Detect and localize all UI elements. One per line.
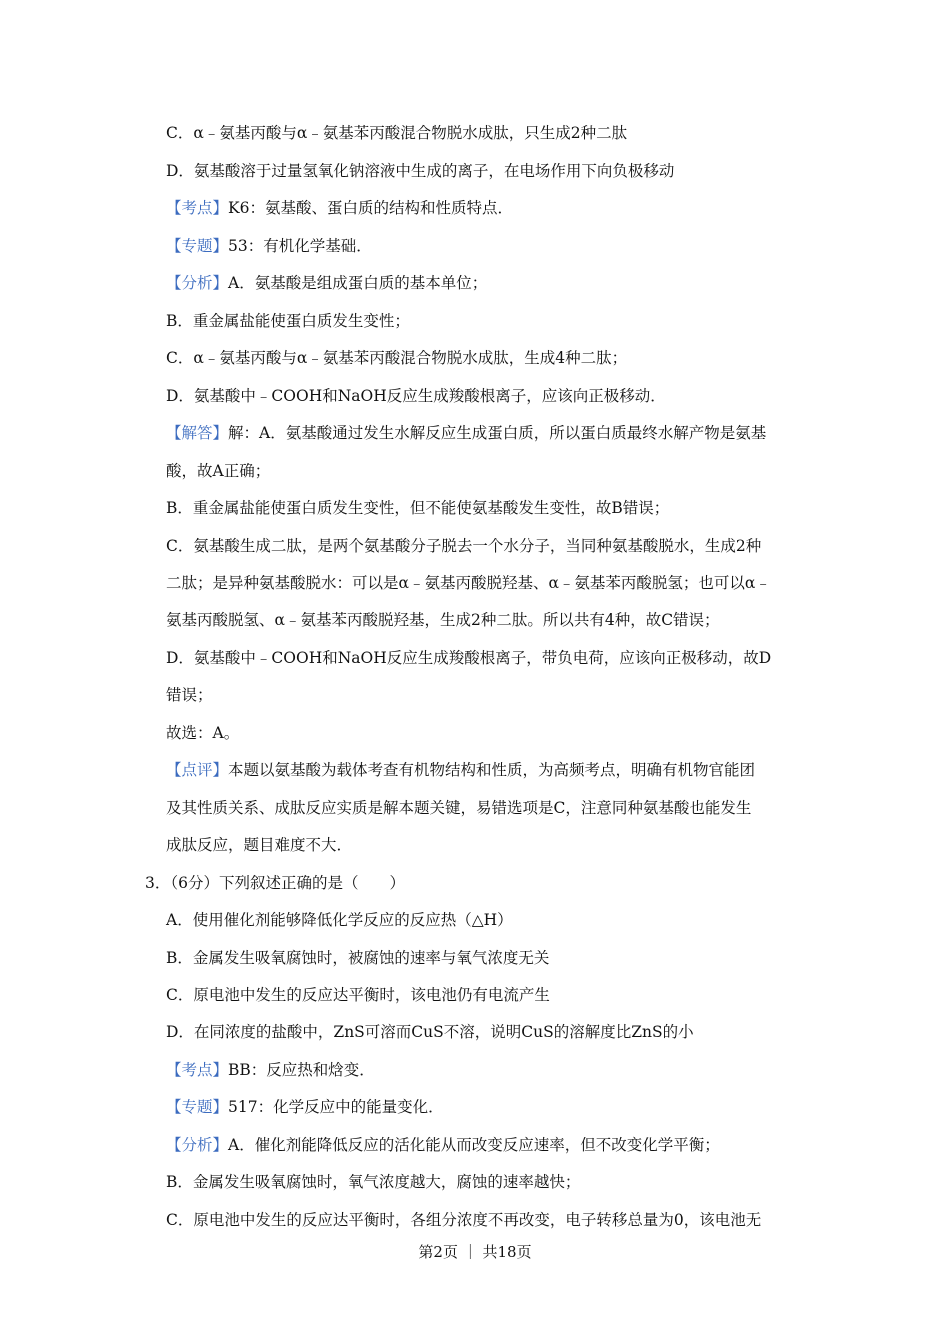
q3-option-d: D．在同浓度的盐酸中，ZnS可溶而CuS不溶，说明CuS的溶解度比ZnS的小 [166, 1023, 694, 1041]
kaodian-tag: 【考点】 [166, 199, 229, 217]
fenxi-b: B．重金属盐能使蛋白质发生变性； [166, 312, 410, 330]
q3-fenxi-a: A．催化剂能降低反应的活化能从而改变反应速率，但不改变化学平衡； [228, 1136, 720, 1154]
fenxi-tag: 【分析】 [166, 274, 229, 292]
jieda-c1: C．氨基酸生成二肽，是两个氨基酸分子脱去一个水分子，当同种氨基酸脱水，生成2种 [166, 537, 762, 555]
option-c: C．α﹣氨基丙酸与α﹣氨基苯丙酸混合物脱水成肽，只生成2种二肽 [166, 124, 628, 142]
q3-fenxi-line [166, 1135, 720, 1155]
jieda-d2: 错误； [166, 686, 213, 704]
jieda-c2: 二肽；是异种氨基酸脱水：可以是α﹣氨基丙酸脱羟基、α﹣氨基苯丙酸脱氢；也可以α﹣ [166, 574, 771, 592]
page-footer: 第2页 ｜ 共18页 [418, 1243, 532, 1261]
dianping-1: 本题以氨基酸为载体考查有机物结构和性质，为高频考点，明确有机物官能团 [228, 761, 756, 779]
q3-kaodian-tag: 【考点】 [166, 1061, 229, 1079]
dianping-line [166, 760, 755, 780]
jieda-a2: 酸，故A正确； [166, 462, 271, 480]
zhuanti-line [166, 236, 372, 256]
q3-kaodian-text: BB：反应热和焓变． [228, 1061, 375, 1079]
q3-option-a: A．使用催化剂能够降低化学反应的反应热（△H） [166, 911, 513, 929]
jieda-c3: 氨基丙酸脱氢、α﹣氨基苯丙酸脱羟基，生成2种二肽。所以共有4种，故C错误； [166, 611, 720, 629]
fenxi-a: A．氨基酸是组成蛋白质的基本单位； [228, 274, 488, 292]
q3-fenxi-b: B．金属发生吸氧腐蚀时，氧气浓度越大，腐蚀的速率越快； [166, 1173, 581, 1191]
jieda-tag: 【解答】 [166, 424, 229, 442]
q3-fenxi-tag: 【分析】 [166, 1136, 229, 1154]
zhuanti-tag: 【专题】 [166, 237, 229, 255]
kaodian-line [166, 198, 513, 218]
q3-zhuanti-line [166, 1097, 444, 1117]
answer-line: 故选：A。 [166, 724, 240, 742]
fenxi-line [166, 273, 487, 293]
jieda-line [166, 423, 766, 443]
q3-option-b: B．金属发生吸氧腐蚀时，被腐蚀的速率与氧气浓度无关 [166, 949, 550, 967]
option-d: D．氨基酸溶于过量氢氧化钠溶液中生成的离子，在电场作用下向负极移动 [166, 162, 675, 180]
dianping-tag: 【点评】 [166, 761, 229, 779]
zhuanti-text: 53：有机化学基础． [228, 237, 372, 255]
q3-zhuanti-tag: 【专题】 [166, 1098, 229, 1116]
jieda-d1: D．氨基酸中﹣COOH和NaOH反应生成羧酸根离子，带负电荷，应该向正极移动，故D [166, 649, 772, 667]
kaodian-text: K6：氨基酸、蛋白质的结构和性质特点． [228, 199, 513, 217]
question-3-stem: 3．（6分）下列叙述正确的是（ ） [145, 874, 405, 892]
jieda-b: B．重金属盐能使蛋白质发生变性，但不能使氨基酸发生变性，故B错误； [166, 499, 670, 517]
dianping-3: 成肽反应，题目难度不大． [166, 836, 353, 854]
q3-fenxi-c: C．原电池中发生的反应达平衡时，各组分浓度不再改变，电子转移总量为0，该电池无 [166, 1211, 762, 1229]
fenxi-c: C．α﹣氨基丙酸与α﹣氨基苯丙酸混合物脱水成肽，生成4种二肽； [166, 349, 628, 367]
fenxi-d: D．氨基酸中﹣COOH和NaOH反应生成羧酸根离子，应该向正极移动． [166, 387, 666, 405]
q3-kaodian-line [166, 1060, 375, 1080]
dianping-2: 及其性质关系、成肽反应实质是解本题关键，易错选项是C，注意同种氨基酸也能发生 [166, 799, 752, 817]
jieda-a1: 解：A．氨基酸通过发生水解反应生成蛋白质，所以蛋白质最终水解产物是氨基 [228, 424, 767, 442]
q3-zhuanti-text: 517：化学反应中的能量变化． [228, 1098, 444, 1116]
q3-option-c: C．原电池中发生的反应达平衡时，该电池仍有电流产生 [166, 986, 550, 1004]
